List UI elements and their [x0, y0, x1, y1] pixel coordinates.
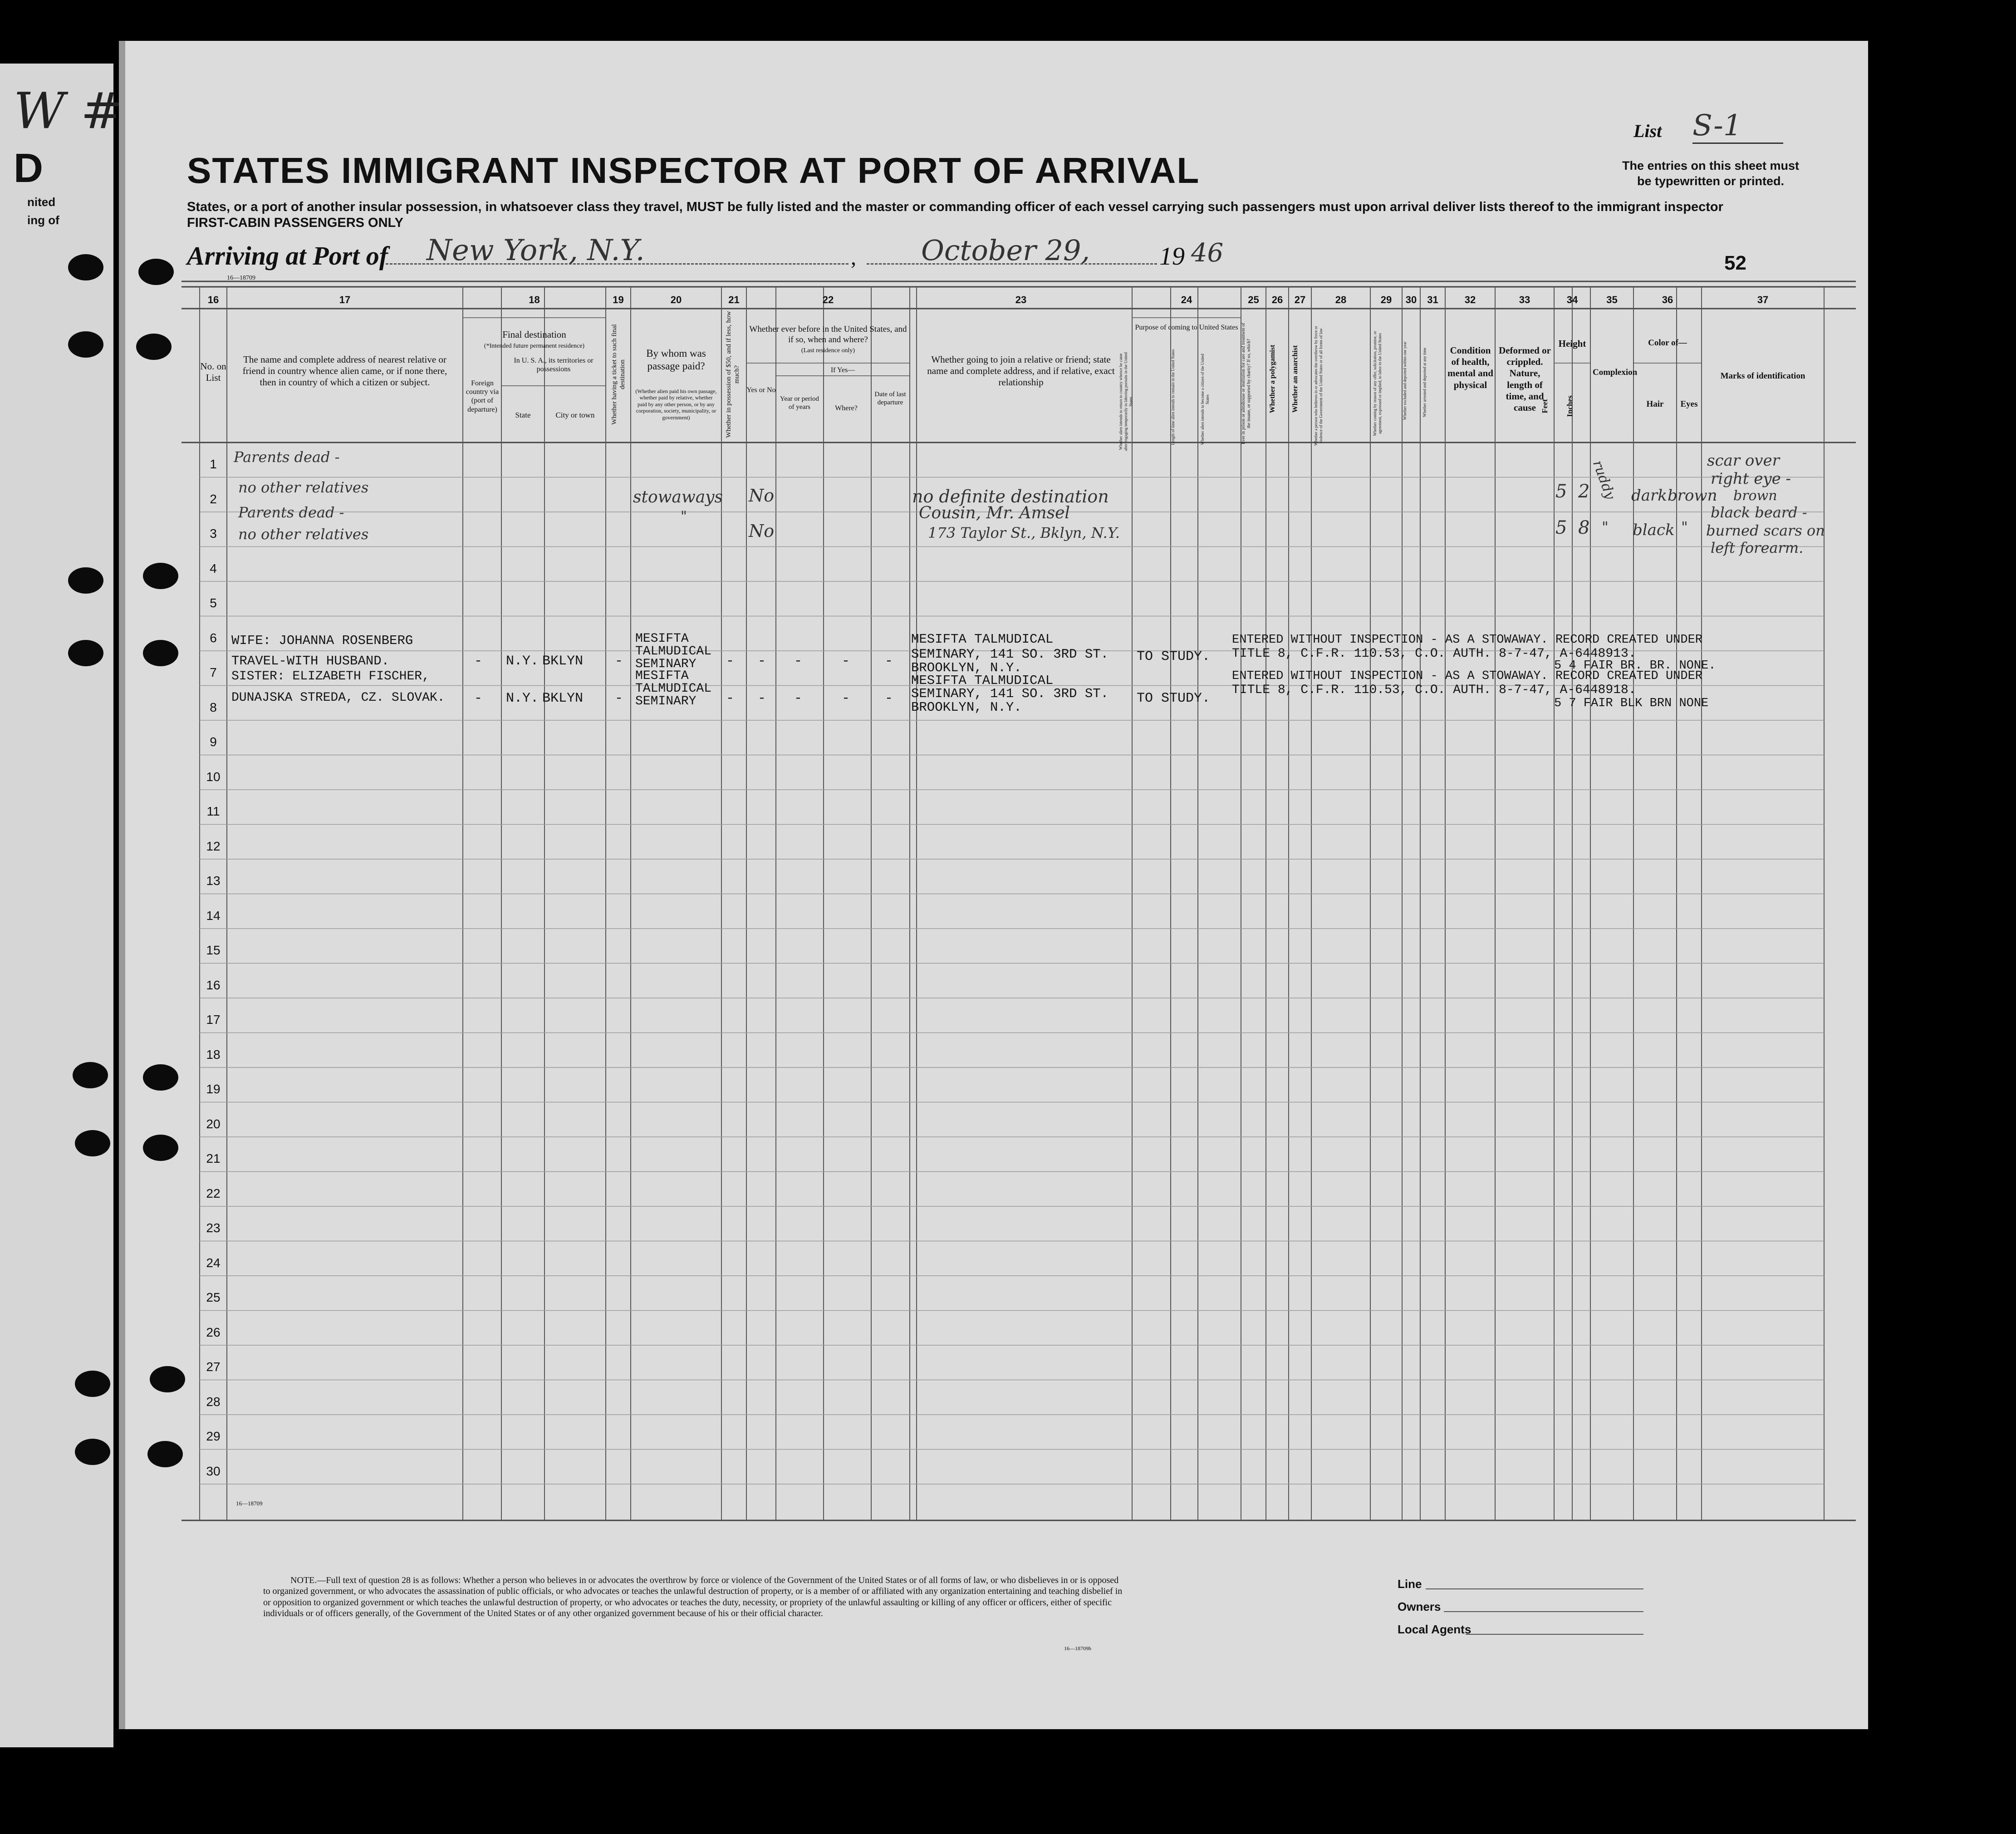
- form-code-top: 16—18709: [227, 275, 255, 281]
- col-num-16: 16: [207, 294, 219, 305]
- r1-passage: stowaways: [633, 488, 723, 506]
- header-state: State: [515, 411, 531, 419]
- r7-date-dash: -: [885, 691, 893, 706]
- col-num-28: 28: [1335, 294, 1347, 305]
- header-col-30: Whether excluded and deported within one year: [1403, 341, 1407, 420]
- header-date-departure: Date of last departure: [874, 391, 906, 406]
- r7-joining-line2: SEMINARY, 141 SO. 3RD ST.: [911, 686, 1109, 701]
- r2-relative-line1: Parents dead -: [238, 504, 344, 521]
- r1-inches: 2: [1578, 481, 1590, 502]
- entries-note-2: be typewritten or printed.: [1637, 174, 1785, 188]
- col-num-21: 21: [728, 294, 740, 305]
- row-number: 10: [206, 769, 221, 784]
- footer-note-code: 16—18709b: [1064, 1645, 1091, 1652]
- row-number: 23: [206, 1221, 221, 1235]
- r6-date-dash: -: [885, 654, 893, 669]
- r7-money-dash: -: [726, 691, 735, 706]
- col-num-29: 29: [1380, 294, 1392, 305]
- r6-where-dash: -: [842, 654, 850, 669]
- r1-marks-line3: brown: [1733, 488, 1777, 504]
- row-number: 28: [206, 1394, 221, 1409]
- list-value: S-1: [1692, 109, 1783, 144]
- row-number: 9: [210, 735, 217, 749]
- footer-note: NOTE.—Full text of question 28 is as follows: Whether a person who believes in or advocates the overthrow by force or violence of the Government of the United States or of all forms of law, or who disbelieves in or is opposed to organized government, or who advocates the assassination of public officials, or who advocates or teaches the unlawful destruction of property, or is a member of or affiliated with any organization entertaining and teaching disbelief in or opposition to organized government or which teaches the unlawful destruction of property, or who advocates or teaches the duty, necessity, or propriety of the unlawful assaulting or killing of any officer or officers, either of specific individuals or of officers generally, of the Government of the United States or of any other organized government because of his or their official character.: [263, 1575, 1123, 1619]
- header-if-yes: If Yes—: [830, 366, 855, 374]
- col-num-20: 20: [670, 294, 682, 305]
- header-col-25: Ever in prison or almshouse or institution for care and treatment of the insane, or supported by charity? If so, which?: [1241, 323, 1251, 444]
- r2-passage: ": [681, 508, 687, 524]
- r2-eyes: ": [1681, 518, 1688, 536]
- row-number: 27: [206, 1360, 221, 1374]
- r6-joining-line1: MESIFTA TALMUDICAL: [911, 632, 1054, 647]
- owners-label: Owners: [1398, 1600, 1441, 1613]
- header-in-usa: In U. S. A., its territories or possessions: [514, 357, 594, 374]
- header-passage-paid: By whom was passage paid?: [646, 348, 706, 372]
- arriving-label: Arriving at Port of: [187, 241, 388, 270]
- header-eyes: Eyes: [1680, 399, 1698, 409]
- r2-relative-line2: no other relatives: [238, 526, 369, 543]
- header-col-21: Whether in possession of $50, and if less, how much?: [725, 311, 741, 438]
- col-num-17: 17: [339, 294, 351, 305]
- r1-marks-line1: scar over: [1707, 452, 1780, 470]
- page-number: 52: [1724, 252, 1746, 274]
- r2-marks-line2: burned scars on: [1706, 522, 1825, 539]
- header-no-on-list: No. on List: [200, 361, 226, 384]
- header-col-33: Deformed or crippled. Nature, length of time, and cause: [1499, 345, 1551, 413]
- header-color-of: Color of—: [1648, 338, 1687, 348]
- r7-record-line2: TITLE 8, C.F.R. 110.53, C.O. AUTH. 8-7-47, A-6448918.: [1232, 683, 1636, 697]
- header-col-24c: Whether alien intends to become a citizen of the United States: [1200, 354, 1210, 445]
- r1-eyes: brown: [1668, 487, 1717, 505]
- r1-relative-line2: no other relatives: [238, 479, 369, 496]
- r6-passage-line2: TALMUDICAL: [635, 644, 712, 659]
- r7-ticket-dash: -: [615, 691, 623, 706]
- row-number: 29: [206, 1429, 221, 1444]
- port-value: New York, N.Y.: [427, 234, 645, 267]
- r7-city: BKLYN: [542, 691, 584, 706]
- r6-money-dash: -: [726, 654, 735, 669]
- r6-city: BKLYN: [542, 654, 584, 669]
- r1-complexion: ruddy: [1589, 458, 1619, 502]
- r2-marks-line3: left forearm.: [1711, 539, 1804, 556]
- row-number: 20: [206, 1116, 221, 1131]
- page-title: STATES IMMIGRANT INSPECTOR AT PORT OF ARRIVAL: [187, 150, 1200, 191]
- row-number: 7: [210, 665, 217, 680]
- owners-field: [1444, 1611, 1643, 1612]
- subtitle: States, or a port of another insular possession, in whatsoever class they travel, MUST be fully listed and the master or commanding officer of each vessel carrying such passengers must upon arrival deliver lists thereof to the immigrant inspector: [187, 200, 1723, 214]
- r1-before-us: No: [749, 486, 775, 506]
- header-marks: Marks of identification: [1720, 371, 1805, 381]
- row-number: 30: [206, 1464, 221, 1478]
- row-number: 4: [210, 561, 217, 575]
- r7-foreign-dash: -: [474, 691, 483, 706]
- r2-complexion: ": [1602, 518, 1609, 536]
- form-code-bottom: 16—18709: [236, 1500, 263, 1507]
- header-col-27: Whether an anarchist: [1291, 345, 1299, 413]
- header-years: Year or period of years: [780, 395, 819, 411]
- row-number: 18: [206, 1047, 221, 1062]
- header-col-29: Whether coming by reason of any offer, solicitation, promise, or agreement, expressed or implied, to labor in the United States: [1373, 331, 1382, 436]
- line-label: Line: [1398, 1577, 1422, 1591]
- row-number: 1: [210, 457, 217, 472]
- row-number: 5: [210, 596, 217, 610]
- r1-feet: 5: [1555, 481, 1567, 502]
- header-yes-no: Yes or No: [746, 386, 776, 394]
- header-col-23: Whether going to join a relative or friend; state name and complete address, and if relative, exact relationship: [927, 354, 1115, 388]
- r6-passage-line3: SEMINARY: [635, 657, 697, 671]
- header-hair: Hair: [1646, 399, 1664, 409]
- header-purpose: Purpose of coming to United States: [1135, 324, 1238, 331]
- header-col-22: Whether ever before in the United States, and if so, when and where?: [749, 325, 907, 344]
- first-cabin-label: FIRST-CABIN PASSENGERS ONLY: [187, 216, 403, 230]
- r7-joining-line1: MESIFTA TALMUDICAL: [911, 673, 1054, 688]
- header-final-destination: Final destination: [502, 329, 566, 340]
- row-number: 16: [206, 978, 221, 992]
- r2-inches: 8: [1578, 517, 1590, 538]
- r7-where-dash: -: [842, 691, 850, 706]
- r6-physical: 5 4 FAIR BR. BR. NONE.: [1554, 659, 1716, 673]
- header-col-19: Whether having a ticket to such final destination: [611, 324, 626, 425]
- left-margin-letter: D: [14, 146, 43, 191]
- r6-foreign-dash: -: [474, 654, 483, 669]
- r2-joining-name: Cousin, Mr. Amsel: [919, 504, 1070, 522]
- r6-relative-line2: TRAVEL-WITH HUSBAND.: [231, 654, 390, 669]
- header-col-24b: Length of time alien intends to remain in the United States: [1171, 349, 1175, 445]
- r6-years-dash: -: [794, 654, 803, 669]
- r6-passage-line1: MESIFTA: [635, 632, 689, 646]
- header-col-24a: Whether alien intends to return to country whence he came after engaging temporarily in laboring pursuits in the United States: [1118, 352, 1133, 451]
- col-num-23: 23: [1015, 294, 1027, 305]
- col-num-22: 22: [822, 294, 834, 305]
- r6-joining-line3: BROOKLYN, N.Y.: [911, 660, 1022, 675]
- year-value: 46: [1191, 238, 1224, 268]
- header-inches: Inches: [1565, 395, 1574, 417]
- list-label: List: [1633, 121, 1662, 141]
- header-col-22-note: (Last residence only): [801, 347, 855, 354]
- header-feet: Feet: [1540, 399, 1549, 413]
- col-num-37: 37: [1757, 294, 1769, 305]
- col-num-33: 33: [1519, 294, 1530, 305]
- row-number: 13: [206, 874, 221, 888]
- r2-before-us: No: [749, 521, 775, 541]
- header-final-destination-note: (*Intended future permanent residence): [484, 343, 585, 349]
- r7-relative-line2: DUNAJSKA STREDA, CZ. SLOVAK.: [231, 691, 445, 705]
- header-col-26: Whether a polygamist: [1269, 344, 1276, 413]
- r6-state: N.Y.: [506, 654, 539, 669]
- col-num-27: 27: [1294, 294, 1306, 305]
- local-agents-field: [1466, 1634, 1643, 1635]
- r7-relative-line1: SISTER: ELIZABETH FISCHER,: [231, 669, 430, 683]
- col-num-36: 36: [1662, 294, 1673, 305]
- row-number: 8: [210, 700, 217, 714]
- header-col-31: Whether arrested and deported at any time: [1422, 348, 1427, 417]
- row-number: 6: [210, 630, 217, 645]
- left-margin-text-2: ing of: [27, 213, 59, 227]
- row-number: 19: [206, 1082, 221, 1096]
- r6-purpose: TO STUDY.: [1137, 649, 1211, 664]
- left-margin-text-1: nited: [27, 195, 56, 209]
- row-number: 2: [210, 492, 217, 506]
- r1-relative-line1: Parents dead -: [234, 448, 340, 466]
- row-number: 21: [206, 1151, 221, 1166]
- r7-record-line1: ENTERED WITHOUT INSPECTION - AS A STOWAWAY. RECORD CREATED UNDER: [1232, 669, 1702, 683]
- header-complexion: Complexion: [1593, 368, 1638, 377]
- date-comma: ,: [851, 246, 856, 270]
- local-agents-label: Local Agents: [1398, 1623, 1472, 1636]
- col-num-18: 18: [529, 294, 540, 305]
- r6-record-line2: TITLE 8, C.F.R. 110.53, C.O. AUTH. 8-7-47, A-6448913.: [1232, 647, 1636, 661]
- row-number: 15: [206, 943, 221, 958]
- r2-hair: black: [1633, 521, 1675, 539]
- r6-yesno-dash: -: [758, 654, 766, 669]
- r7-passage-line1: MESIFTA: [635, 669, 689, 683]
- r1-marks-line2: right eye -: [1711, 470, 1791, 488]
- r1-joining: no definite destination: [912, 487, 1109, 506]
- r7-yesno-dash: -: [758, 691, 766, 706]
- header-passage-note: (Whether alien paid his own passage, whether paid by relative, whether paid by any other person, or by any corporation, society, municipality, or government): [635, 388, 717, 421]
- r1-hair: dark: [1631, 487, 1667, 505]
- r7-physical: 5 7 FAIR BLK BRN NONE: [1554, 697, 1709, 710]
- year-prefix: 19: [1159, 242, 1185, 270]
- line-field: [1426, 1588, 1643, 1589]
- header-height: Height: [1558, 338, 1586, 349]
- r7-passage-line3: SEMINARY: [635, 694, 697, 708]
- r7-state: N.Y.: [506, 691, 539, 706]
- col-num-35: 35: [1606, 294, 1618, 305]
- col-num-31: 31: [1427, 294, 1438, 305]
- row-number: 14: [206, 908, 221, 923]
- r6-record-line1: ENTERED WITHOUT INSPECTION - AS A STOWAWAY. RECORD CREATED UNDER: [1232, 633, 1702, 647]
- header-col-28: Whether a person who believes in or advocates the overthrow by force or violence of the Government of the United States or of all forms of law: [1314, 326, 1323, 446]
- header-where: Where?: [835, 404, 858, 412]
- date-value: October 29,: [921, 234, 1090, 267]
- entries-note-1: The entries on this sheet must: [1622, 159, 1800, 172]
- header-col-17: The name and complete address of nearest relative or friend in country whence alien came, or if none there, then in country of which a citizen or subject.: [242, 354, 447, 388]
- left-margin-marks: W #: [14, 82, 123, 140]
- col-num-25: 25: [1248, 294, 1259, 305]
- row-number: 24: [206, 1255, 221, 1270]
- row-number: 11: [206, 804, 220, 819]
- r2-joining-address: 173 Taylor St., Bklyn, N.Y.: [928, 524, 1120, 541]
- r7-joining-line3: BROOKLYN, N.Y.: [911, 700, 1022, 715]
- r2-feet: 5: [1555, 517, 1567, 538]
- row-number: 22: [206, 1186, 221, 1200]
- header-col-32: Condition of health, mental and physical: [1447, 345, 1493, 390]
- r7-years-dash: -: [794, 691, 803, 706]
- col-num-24: 24: [1181, 294, 1192, 305]
- row-number: 3: [210, 526, 217, 541]
- col-num-30: 30: [1405, 294, 1417, 305]
- row-number: 25: [206, 1290, 221, 1305]
- row-number: 17: [206, 1013, 221, 1027]
- col-num-19: 19: [613, 294, 624, 305]
- header-city: City or town: [555, 411, 595, 419]
- col-num-34: 34: [1566, 294, 1578, 305]
- row-number: 12: [206, 839, 221, 853]
- r6-joining-line2: SEMINARY, 141 SO. 3RD ST.: [911, 647, 1109, 662]
- col-num-26: 26: [1271, 294, 1283, 305]
- r7-purpose: TO STUDY.: [1137, 691, 1211, 706]
- r6-relative-line1: WIFE: JOHANNA ROSENBERG: [231, 633, 413, 648]
- r6-ticket-dash: -: [615, 654, 623, 669]
- col-num-32: 32: [1464, 294, 1476, 305]
- header-foreign-country: Foreign country via (port of departure): [466, 379, 499, 413]
- r2-marks-line1: black beard -: [1711, 504, 1807, 521]
- row-number: 26: [206, 1325, 221, 1339]
- r7-passage-line2: TALMUDICAL: [635, 682, 712, 696]
